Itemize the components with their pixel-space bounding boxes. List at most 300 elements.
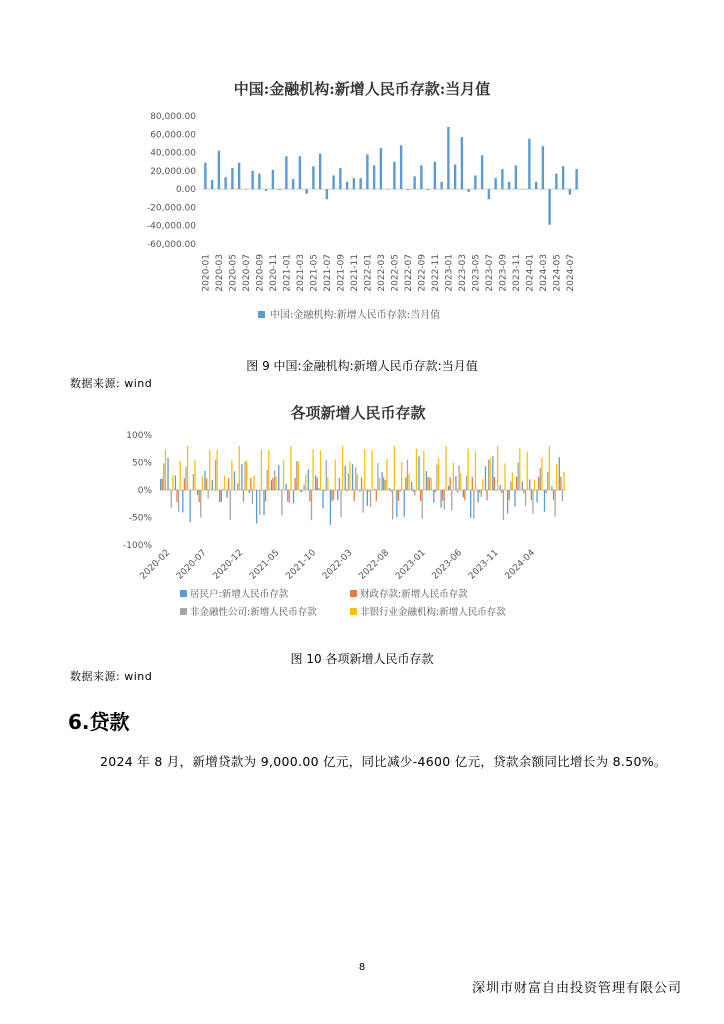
bar [447, 127, 449, 189]
bar [420, 490, 421, 501]
x-tick-label: 2024-03 [538, 254, 549, 292]
bar [290, 446, 291, 490]
bar [488, 189, 490, 199]
bar [176, 490, 177, 502]
bar [274, 470, 275, 490]
bar [235, 490, 236, 491]
x-tick-label: 2024-01 [525, 254, 536, 292]
x-tick-label: 2020-07 [241, 254, 252, 292]
bar [287, 490, 288, 502]
x-tick-label: 2022-07 [403, 254, 414, 292]
bar [285, 484, 286, 490]
bar [408, 474, 409, 490]
bar [224, 476, 225, 490]
bar [501, 169, 503, 189]
bar [541, 458, 542, 490]
bar [319, 153, 321, 189]
bar [466, 476, 467, 490]
page-number: 8 [358, 962, 366, 973]
bar [494, 477, 495, 490]
bar [272, 170, 274, 189]
bar [461, 137, 463, 189]
bar [345, 466, 346, 490]
bar [317, 478, 318, 490]
x-tick-label: 2020-07 [174, 548, 209, 582]
bar [458, 465, 459, 490]
bar [283, 460, 284, 490]
bar [377, 463, 378, 490]
bar [276, 477, 277, 490]
x-tick-label: 2023-01 [393, 548, 428, 582]
bar [285, 156, 287, 189]
bar [495, 490, 496, 491]
figure-1-source: 数据来源: wind [70, 377, 153, 390]
bar [473, 490, 474, 518]
bar [509, 490, 510, 500]
bar [427, 477, 428, 490]
bar [182, 490, 183, 513]
bar [379, 478, 380, 490]
bar [525, 490, 526, 506]
legend-label: 非金融性公司:新增人民币存款 [190, 607, 317, 618]
bar [454, 164, 456, 189]
bar [268, 450, 269, 490]
bar [440, 182, 442, 189]
bar [531, 490, 532, 500]
x-tick-label: 2022-03 [320, 548, 355, 582]
bar [501, 490, 502, 493]
bar [207, 490, 208, 499]
bar [490, 458, 491, 490]
bar [401, 462, 402, 490]
x-tick-label: 2020-02 [138, 548, 173, 582]
bar [474, 175, 476, 189]
bar [389, 488, 390, 490]
bar [407, 460, 408, 490]
bar [259, 490, 260, 515]
bar [278, 189, 280, 190]
bar [500, 485, 501, 490]
bar [231, 168, 233, 189]
chart-1-title: 中国:金融机构:新增人民币存款:当月值 [233, 80, 491, 98]
bar [527, 452, 528, 490]
x-tick-label: 2023-03 [457, 254, 468, 292]
x-tick-label: 2023-11 [511, 254, 522, 292]
bar [508, 182, 510, 189]
x-tick-label: 2022-09 [417, 254, 428, 292]
bar [215, 460, 216, 490]
bar [518, 462, 519, 490]
bar [171, 490, 172, 508]
bar [318, 488, 319, 490]
bar [368, 490, 369, 492]
bar [293, 490, 294, 503]
bar [339, 478, 340, 490]
bar [423, 451, 424, 490]
bar [250, 478, 251, 490]
bar [575, 169, 577, 189]
bar [475, 451, 476, 490]
bar [431, 478, 432, 490]
chart-2-legend [180, 588, 506, 618]
bar [204, 163, 206, 190]
x-tick-label: 2023-11 [466, 548, 501, 582]
bar [481, 490, 482, 497]
bar [244, 462, 245, 490]
y-tick-label: 100% [126, 431, 152, 441]
x-tick-label: 2022-05 [390, 254, 401, 292]
bar [385, 480, 386, 490]
bar [413, 176, 415, 189]
bar [383, 477, 384, 490]
bar [349, 462, 350, 490]
bar [514, 490, 515, 507]
bar [296, 461, 297, 490]
bar [545, 490, 546, 493]
bar [199, 490, 200, 502]
bar [433, 490, 434, 503]
bar [226, 490, 227, 498]
x-tick-label: 2022-11 [430, 254, 441, 292]
bar [416, 449, 417, 490]
bar [429, 477, 430, 490]
bar [562, 490, 563, 501]
x-tick-label: 2022-03 [376, 254, 387, 292]
bar [381, 472, 382, 490]
bar [354, 490, 355, 501]
bar [435, 490, 436, 492]
bar [352, 464, 353, 490]
legend-label: 非银行业金融机构:新增人民币存款 [360, 607, 506, 618]
bar [209, 450, 210, 490]
bar [249, 490, 250, 493]
bar [366, 154, 368, 189]
bar [163, 463, 164, 490]
y-tick-label: 0% [137, 486, 152, 496]
bar [184, 478, 185, 490]
bar [278, 465, 279, 490]
bar [553, 490, 554, 500]
bar [320, 450, 321, 490]
x-tick-label: 2020-03 [214, 254, 225, 292]
bar [486, 490, 487, 500]
bar [346, 182, 348, 189]
bar [427, 189, 429, 190]
bar [540, 468, 541, 490]
bar [241, 464, 242, 490]
x-tick-label: 2023-05 [471, 254, 482, 292]
y-tick-label: 80,000.00 [150, 112, 196, 122]
legend-label: 财政存款:新增人民币存款 [360, 589, 468, 600]
bar [400, 145, 402, 189]
bar [263, 490, 264, 515]
bar [555, 174, 557, 190]
bar [204, 471, 205, 490]
bar [497, 446, 498, 490]
bar [463, 490, 464, 497]
bar [337, 490, 338, 500]
bar [445, 446, 446, 490]
bar [221, 490, 222, 502]
bar [256, 490, 257, 523]
bar [162, 478, 163, 490]
bar [228, 478, 229, 490]
x-tick-label: 2023-06 [430, 548, 465, 582]
bar [312, 166, 314, 189]
legend-label: 居民户:新增人民币存款 [190, 589, 289, 600]
x-tick-label: 2023-01 [444, 254, 455, 292]
bar [331, 490, 332, 501]
bar [436, 465, 437, 490]
bar [542, 146, 544, 189]
bar [394, 446, 395, 490]
bar [551, 486, 552, 490]
y-tick-label: 40,000.00 [150, 148, 196, 159]
figure-1-caption: 图 9 中国:金融机构:新增人民币存款:当月值 [246, 359, 478, 373]
bar [380, 148, 382, 189]
bar [191, 490, 192, 491]
bar [265, 490, 266, 502]
bar [396, 490, 397, 517]
bar [253, 476, 254, 490]
bar [246, 461, 247, 490]
bar [488, 460, 489, 490]
footer-company: 深圳市财富自由投资管理有限公司 [471, 981, 682, 996]
bar [569, 189, 571, 194]
bar [492, 456, 493, 490]
bar [305, 189, 307, 194]
bar [399, 490, 400, 492]
bar [175, 475, 176, 490]
chart-1-legend [258, 308, 440, 321]
bar [160, 479, 161, 490]
bar [482, 479, 483, 490]
y-tick-label: 60,000.00 [150, 130, 196, 141]
x-tick-label: 2022-08 [357, 548, 392, 582]
bar [342, 446, 343, 490]
bar [464, 490, 465, 500]
x-tick-label: 2021-05 [309, 254, 320, 292]
bar [544, 490, 545, 512]
bar [312, 449, 313, 490]
bar [411, 482, 412, 490]
bar [326, 460, 327, 490]
bar [405, 477, 406, 490]
loan-paragraph: 2024 年 8 月，新增贷款为 9,000.00 亿元，同比减少-4600 亿元，贷款余额同比增长为 8.50%。 [100, 754, 667, 769]
bar [563, 472, 564, 490]
bar [532, 490, 533, 514]
bar [231, 460, 232, 490]
bar [311, 490, 312, 520]
bar [332, 175, 334, 189]
y-tick-label: -100% [123, 541, 152, 551]
bar [485, 466, 486, 490]
bar [230, 490, 231, 520]
y-tick-label: -50% [128, 513, 152, 524]
bar [535, 182, 537, 189]
bar [258, 174, 260, 190]
bar [289, 490, 290, 503]
legend-swatch [180, 608, 187, 615]
bar [300, 490, 301, 492]
bar [420, 165, 422, 189]
bar [212, 480, 213, 490]
bar [234, 471, 235, 490]
bar [460, 473, 461, 490]
bar [202, 476, 203, 490]
bar [434, 162, 436, 189]
bar [407, 189, 409, 190]
bar [418, 456, 419, 490]
bar [363, 490, 364, 513]
y-tick-label: 20,000.00 [150, 166, 196, 177]
bar [216, 450, 217, 490]
bar [194, 460, 195, 490]
bar [340, 490, 341, 517]
bar [180, 461, 181, 490]
bar [357, 474, 358, 490]
x-tick-label: 2020-05 [228, 254, 239, 292]
bar [472, 477, 473, 490]
bar [507, 490, 508, 513]
bar [414, 490, 415, 495]
bar [302, 490, 303, 491]
bar [359, 178, 361, 189]
bar [258, 490, 259, 491]
bar [559, 457, 560, 490]
bar [512, 472, 513, 490]
bar [346, 490, 347, 491]
x-tick-label: 2024-04 [503, 548, 538, 582]
bar [169, 489, 170, 490]
bar [190, 490, 191, 522]
bar [359, 490, 360, 492]
x-tick-label: 2023-07 [484, 254, 495, 292]
bar [324, 490, 325, 491]
bar [371, 451, 372, 490]
bar [165, 449, 166, 490]
bar [503, 490, 504, 520]
bar [467, 449, 468, 490]
bar [187, 446, 188, 490]
bar [470, 490, 471, 518]
bar [167, 458, 168, 490]
bar [562, 166, 564, 189]
bar [361, 477, 362, 490]
bar [272, 478, 273, 490]
x-tick-label: 2020-01 [201, 254, 212, 292]
bar [504, 463, 505, 490]
bar [261, 450, 262, 490]
bar [322, 490, 323, 508]
x-tick-label: 2021-03 [295, 254, 306, 292]
bar [303, 484, 304, 490]
legend-swatch [180, 590, 187, 597]
chart-2-title: 各项新增人民币存款 [290, 404, 426, 422]
bar [364, 449, 365, 490]
bar [515, 165, 517, 189]
x-tick-label: 2021-11 [349, 254, 360, 292]
bar [309, 490, 310, 501]
bar [547, 472, 548, 490]
bar [265, 189, 267, 191]
y-tick-label: 0.00 [175, 185, 196, 196]
bar [305, 475, 306, 490]
bar [367, 490, 368, 506]
x-tick-label: 2021-07 [322, 254, 333, 292]
bar [245, 189, 247, 190]
x-tick-label: 2021-01 [282, 254, 293, 292]
legend-swatch [350, 608, 357, 615]
bar [441, 490, 442, 508]
figure-2-source: 数据来源: wind [70, 670, 153, 683]
x-tick-label: 2023-09 [498, 254, 509, 292]
bar [200, 490, 201, 518]
bar [185, 467, 186, 490]
y-tick-label: 50% [131, 458, 152, 469]
bar [556, 464, 557, 490]
bar [224, 177, 226, 189]
bar [308, 470, 309, 490]
bar [281, 490, 282, 515]
bar [444, 490, 445, 509]
section-title: 6.贷款 [68, 710, 130, 734]
bar [222, 489, 223, 490]
bar [548, 189, 550, 225]
bar [178, 490, 179, 512]
bar [294, 478, 295, 490]
x-tick-label: 2021-10 [284, 548, 319, 582]
bar [386, 189, 388, 190]
bar [393, 162, 395, 189]
bar [339, 168, 341, 189]
bar [477, 490, 478, 502]
bar [370, 490, 371, 507]
x-tick-label: 2024-07 [565, 254, 576, 292]
bar [528, 139, 530, 189]
bar [193, 474, 194, 490]
legend-swatch [350, 590, 357, 597]
y-tick-label: -20,000.00 [146, 203, 196, 214]
bar [239, 446, 240, 490]
bar [172, 475, 173, 490]
bar [271, 480, 272, 490]
bar [453, 463, 454, 490]
bar [299, 156, 301, 189]
bar [534, 480, 535, 490]
bar [252, 490, 253, 504]
y-tick-label: -40,000.00 [146, 221, 196, 232]
bar [238, 163, 240, 190]
bar [479, 490, 480, 493]
bar [451, 490, 452, 510]
bar [522, 482, 523, 490]
bar [536, 490, 537, 503]
bar [243, 490, 244, 502]
bar [523, 490, 524, 493]
bar [494, 178, 496, 189]
bar [218, 151, 220, 189]
bar [457, 490, 458, 492]
x-tick-label: 2022-01 [363, 254, 374, 292]
y-tick-label: -60,000.00 [146, 240, 196, 250]
bar [374, 489, 375, 490]
legend-label: 中国:金融机构:新增人民币存款:当月值 [270, 310, 441, 321]
bar [438, 458, 439, 490]
bar [413, 490, 414, 492]
bar [386, 459, 387, 490]
bar [298, 461, 299, 490]
